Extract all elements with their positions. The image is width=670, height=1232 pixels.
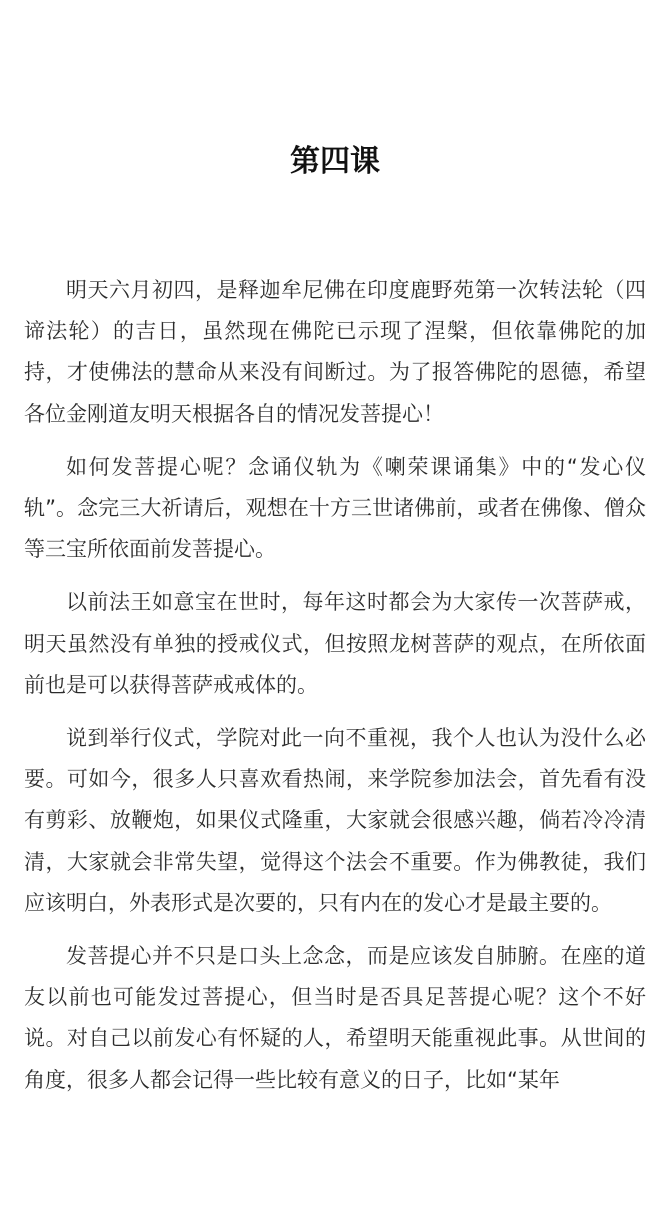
- paragraph-3: 以前法王如意宝在世时，每年这时都会为大家传一次菩萨戒，明天虽然没有单独的授戒仪式，但按照龙树菩萨的观点，在所依面前也是可以获得菩萨戒戒体的。: [24, 590, 646, 697]
- paragraph-2: 如何发菩提心呢？念诵仪轨为《喇荣课诵集》中的“发心仪轨”。念完三大祈请后，观想在十方三世诸佛前，或者在佛像、僧众等三宝所依面前发菩提心。: [24, 454, 646, 562]
- paragraph-1: 明天六月初四，是释迦牟尼佛在印度鹿野苑第一次转法轮（四谛法轮）的吉日，虽然现在佛陀已示现了涅槃，但依靠佛陀的加持，才使佛法的慧命从来没有间断过。为了报答佛陀的恩德，希望各位金刚道友明天根据各自的情况发菩提心！: [24, 278, 646, 426]
- paragraph-4: 说到举行仪式，学院对此一向不重视，我个人也认为没什么必要。可如今，很多人只喜欢看热闹，来学院参加法会，首先看有没有剪彩、放鞭炮，如果仪式隆重，大家就会很感兴趣，倘若冷冷清清，大家就会非常失望，觉得这个法会不重要。作为佛教徒，我们应该明白，外表形式是次要的，只有内在的发心才是最主要的。: [24, 726, 646, 915]
- lesson-title: 第四课: [290, 144, 380, 179]
- paragraph-5: 发菩提心并不只是口头上念念，而是应该发自肺腑。在座的道友以前也可能发过菩提心，但当时是否具足菩提心呢？这个不好说。对自己以前发心有怀疑的人，希望明天能重视此事。从世间的角度，很多人都会记得一些比较有意义的日子，比如“某年: [24, 944, 646, 1092]
- lesson-body: [24, 270, 646, 1113]
